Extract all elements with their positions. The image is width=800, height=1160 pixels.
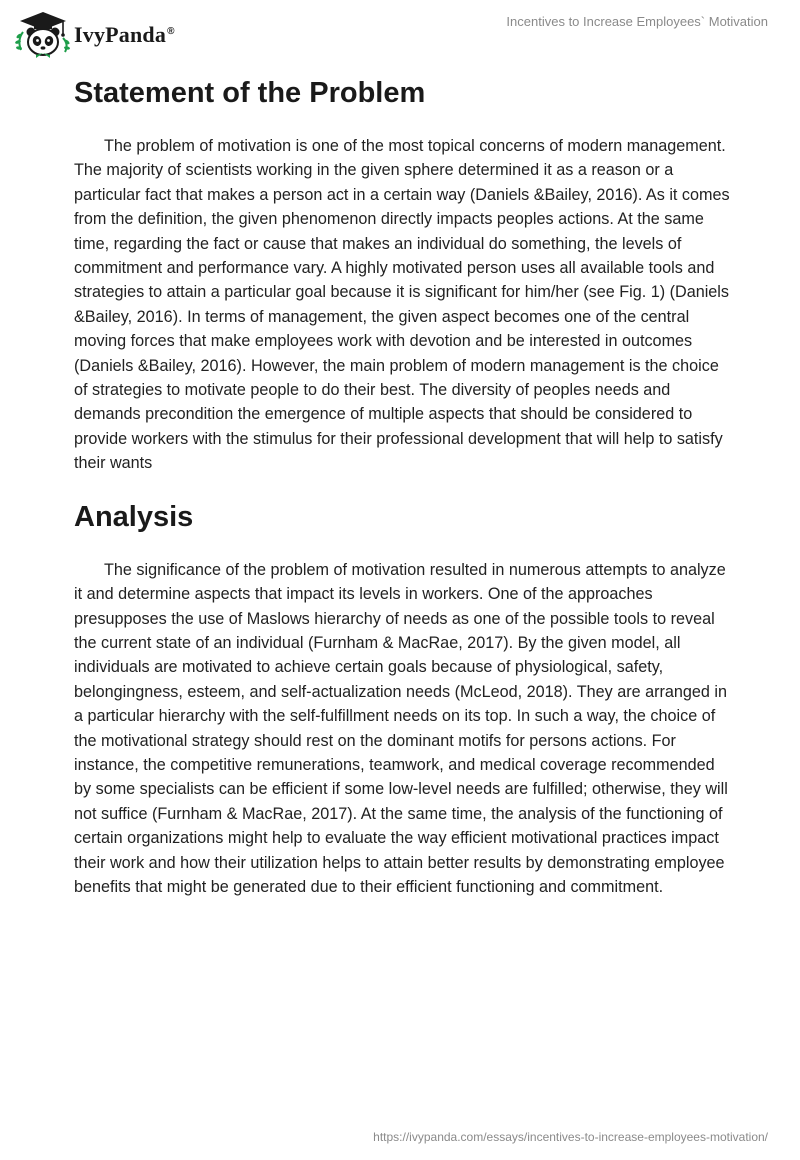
section-paragraph: The problem of motivation is one of the most topical concerns of modern management. The majority of scientists working in the given sphere determined it as a reason or a particular fact that makes a person act in a certain way (Daniels &Bailey, 2016). As it comes from the definition, the given phenomenon directly impacts peoples actions. At the same time, regarding the fact or cause that makes an individual do something, the levels of commitment and performance vary. A highly motivated person uses all available tools and strategies to attain a particular goal because it is significant for him/her (see Fig. 1) (Daniels &Bailey, 2016). In terms of management, the given aspect becomes one of the central moving forces that make employees work with devotion and be interested in outcomes (Daniels &Bailey, 2016). However, the main problem of modern management is the choice of strategies to motivate people to do their best. The diversity of peoples needs and demands precondition the emergence of multiple aspects that should be considered to provide workers with the stimulus for their professional development that will help to satisfy their wants [74, 137, 730, 473]
ivypanda-logo[interactable] [14, 10, 175, 58]
document-title: Incentives to Increase Employees` Motivation [506, 14, 768, 29]
logo-wordmark [74, 22, 175, 48]
source-url[interactable]: https://ivypanda.com/essays/incentives-to-increase-employees-motivation/ [373, 1130, 768, 1144]
section-heading: Analysis [74, 500, 194, 533]
panda-graduate-icon [14, 10, 72, 58]
section-heading: Statement of the Problem [74, 77, 426, 109]
page-header [0, 0, 800, 64]
section-analysis [74, 498, 730, 900]
logo-name: IvyPanda [74, 22, 167, 47]
essay-content [74, 72, 730, 899]
registered-mark: ® [167, 25, 175, 37]
section-paragraph: The significance of the problem of motivation resulted in numerous attempts to analyze it and determine aspects that impact its levels in workers. One of the approaches presupposes the use of Maslows hierarchy of needs as one of the possible tools to reveal the current state of an individual (Furnham & MacRae, 2017). By the given model, all individuals are motivated to achieve certain goals because of physiological, safety, belongingness, esteem, and self-actualization needs (McLeod, 2018). They are arranged in a particular hierarchy with the self-fulfillment needs on its top. In such a way, the choice of the motivational strategy should rest on the dominant motifs for persons actions. For instance, the competitive remunerations, teamwork, and medical coverage recommended by some specialists can be efficient if some low-level needs are fulfilled; otherwise, they will not suffice (Furnham & MacRae, 2017). At the same time, the analysis of the functioning of certain organizations might help to evaluate the way efficient motivational practices impact their work and how their utilization helps to attain better results by demonstrating employee benefits that might be generated due to their efficient functioning and commitment. [74, 560, 728, 896]
section-statement-of-problem [74, 74, 730, 476]
